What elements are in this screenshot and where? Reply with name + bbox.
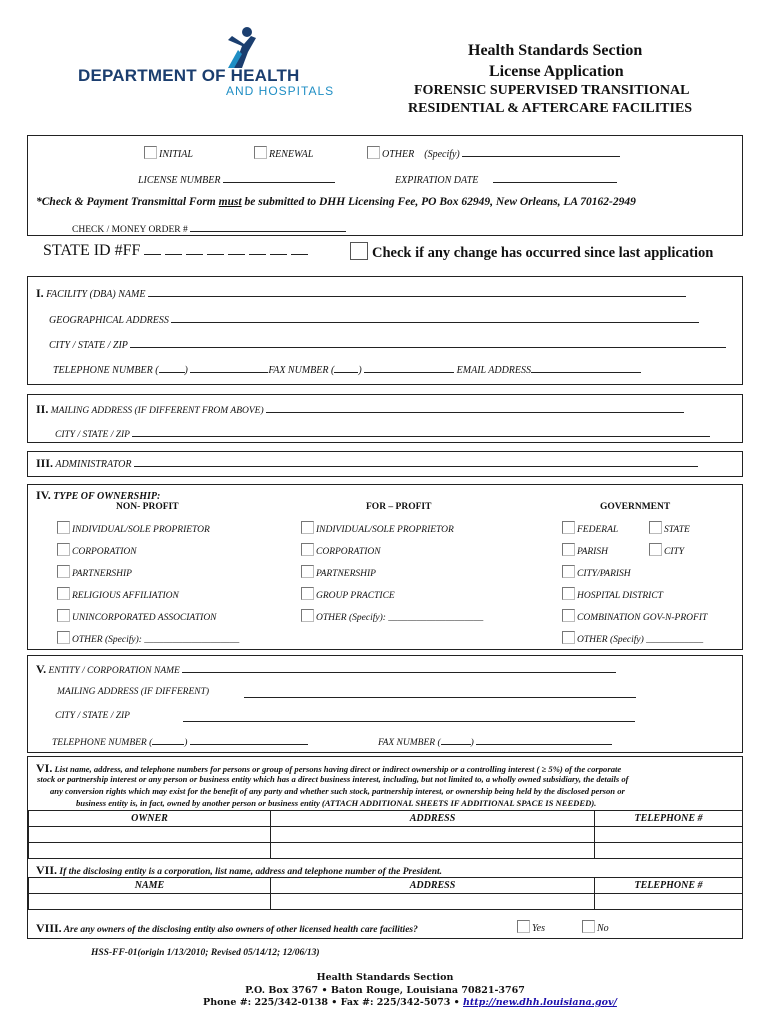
ownership-checkbox[interactable] [649, 543, 662, 556]
entity-name-field[interactable] [182, 662, 616, 673]
ownership-checkbox[interactable] [57, 543, 70, 556]
name-column-header: NAME [29, 878, 271, 894]
section-6-line-1: VI. List name, address, and telephone numbers for persons or group of persons having direct or indirect ownership or a controlling interest ( ≥ 5%) of the corporate [36, 761, 622, 775]
ownership-checkbox[interactable] [301, 565, 314, 578]
header-facility-type-2: RESIDENTIAL & AFTERCARE FACILITIES [408, 101, 693, 116]
ownership-checkbox[interactable] [57, 631, 70, 644]
ownership-option[interactable]: FEDERAL [562, 521, 618, 535]
administrator-row: III. ADMINISTRATOR [36, 456, 698, 471]
address-column-header: ADDRESS [271, 878, 595, 894]
president-table [28, 877, 743, 910]
expiration-date-row: EXPIRATION DATE [395, 172, 617, 186]
email-field[interactable] [531, 362, 641, 373]
phone-area-code-field[interactable] [159, 362, 185, 373]
entity-fax-area-code-field[interactable] [441, 734, 471, 745]
entity-fax-field[interactable] [476, 734, 612, 745]
ownership-option[interactable]: GROUP PRACTICE [301, 587, 395, 601]
state-id-digit[interactable] [228, 244, 245, 255]
ownership-option[interactable]: OTHER (Specify): ____________________ [57, 631, 239, 645]
ownership-checkbox[interactable] [301, 521, 314, 534]
ownership-checkbox[interactable] [57, 587, 70, 600]
agency-logo [78, 26, 338, 98]
no-option[interactable]: No [582, 920, 609, 934]
table-cell[interactable] [595, 843, 743, 859]
form-code: HSS-FF-01(origin 1/13/2010; Revised 05/14/12; 12/06/13) [91, 948, 320, 958]
initial-checkbox[interactable] [144, 146, 157, 159]
city-state-zip-row: CITY / STATE / ZIP [49, 337, 726, 351]
ownership-checkbox[interactable] [562, 631, 575, 644]
ownership-option[interactable]: PARISH [562, 543, 608, 557]
ownership-option[interactable]: CITY [649, 543, 684, 557]
section-8-question: VIII. Are any owners of the disclosing entity also owners of other licensed health care facilities? [36, 921, 418, 935]
ownership-checkbox[interactable] [57, 609, 70, 622]
nonprofit-header: NON- PROFIT [116, 502, 179, 512]
mailing-address-row: II. MAILING ADDRESS (IF DIFFERENT FROM ABOVE) [36, 402, 684, 417]
footer-line-1: Health Standards Section [316, 972, 454, 983]
table-row [29, 894, 743, 910]
state-id-row: STATE ID #FF [43, 242, 308, 260]
ownership-option[interactable]: RELIGIOUS AFFILIATION [57, 587, 179, 601]
table-header-row [29, 811, 743, 827]
other-option[interactable]: OTHER (Specify) [367, 146, 620, 160]
ownership-checkbox[interactable] [57, 565, 70, 578]
other-specify-field[interactable] [462, 146, 620, 157]
fax-area-code-field[interactable] [334, 362, 358, 373]
state-id-digit[interactable] [207, 244, 224, 255]
ownership-option[interactable]: CORPORATION [57, 543, 137, 557]
ownership-option[interactable]: CORPORATION [301, 543, 381, 557]
no-checkbox[interactable] [582, 920, 595, 933]
table-cell[interactable] [271, 827, 595, 843]
header-facility-type-1: FORENSIC SUPERVISED TRANSITIONAL [414, 83, 690, 98]
initial-option[interactable]: INITIAL [144, 146, 193, 160]
section-6-line-4: business entity is, in fact, owned by another person or business entity (ATTACH ADDITIONAL SHEETS IF ADDITIONAL SPACE IS NEEDED). [76, 798, 597, 808]
facility-name-row: I. FACILITY (DBA) NAME [36, 286, 686, 301]
state-id-digit[interactable] [291, 244, 308, 255]
state-id-digit[interactable] [144, 244, 161, 255]
ownership-option[interactable]: HOSPITAL DISTRICT [562, 587, 663, 601]
mailing-city-row: CITY / STATE / ZIP [55, 426, 710, 440]
facility-name-field[interactable] [148, 286, 686, 297]
state-id-digit[interactable] [186, 244, 203, 255]
state-id-digit[interactable] [270, 244, 287, 255]
entity-city-field-wrap [183, 711, 635, 725]
geographical-address-row: GEOGRAPHICAL ADDRESS [49, 312, 699, 326]
footer-line-2: P.O. Box 3767 • Baton Rouge, Louisiana 70821-3767 [245, 985, 525, 996]
table-cell[interactable] [595, 894, 743, 910]
mailing-city-field[interactable] [132, 426, 710, 437]
ownership-title: IV. TYPE OF OWNERSHIP: [36, 488, 161, 502]
ownership-option[interactable]: OTHER (Specify) ____________ [562, 631, 703, 645]
ownership-option[interactable]: INDIVIDUAL/SOLE PROPRIETOR [301, 521, 454, 535]
ownership-checkbox[interactable] [562, 609, 575, 622]
forprofit-header: FOR – PROFIT [366, 502, 432, 512]
ownership-checkbox[interactable] [57, 521, 70, 534]
header-section-name: Health Standards Section [468, 42, 643, 59]
ownership-option[interactable]: INDIVIDUAL/SOLE PROPRIETOR [57, 521, 210, 535]
table-header-row [29, 878, 743, 894]
ownership-checkbox[interactable] [562, 565, 575, 578]
ownership-option[interactable]: PARTNERSHIP [301, 565, 376, 579]
entity-mailing-row: MAILING ADDRESS (IF DIFFERENT) [57, 687, 210, 697]
telephone-field[interactable] [190, 362, 268, 373]
table-cell[interactable] [271, 843, 595, 859]
entity-city-row: CITY / STATE / ZIP [55, 711, 130, 721]
ownership-checkbox[interactable] [301, 543, 314, 556]
ownership-checkbox[interactable] [301, 587, 314, 600]
yes-option[interactable]: Yes [517, 920, 545, 934]
table-cell[interactable] [595, 827, 743, 843]
check-money-order-field[interactable] [190, 223, 346, 232]
ownership-option[interactable]: COMBINATION GOV-N-PROFIT [562, 609, 707, 623]
license-number-field[interactable] [223, 172, 335, 183]
telephone-column-header: TELEPHONE # [595, 811, 743, 827]
owner-column-header: OWNER [29, 811, 271, 827]
government-header: GOVERNMENT [600, 502, 671, 512]
section-7-text: VII. If the disclosing entity is a corporation, list name, address and telephone number of the President. [36, 863, 443, 877]
table-row [29, 827, 743, 843]
ownership-checkbox[interactable] [562, 587, 575, 600]
ownership-option[interactable]: OTHER (Specify): ____________________ [301, 609, 483, 623]
telephone-fax-email-row: TELEPHONE NUMBER ( ) FAX NUMBER ( ) EMAIL ADDRESS [53, 362, 641, 376]
mailing-address-field[interactable] [266, 402, 684, 413]
payment-note: *Check & Payment Transmittal Form must be submitted to DHH Licensing Fee, PO Box 62949, New Orleans, LA 70162-2949 [36, 196, 636, 208]
renewal-checkbox[interactable] [254, 146, 267, 159]
other-checkbox[interactable] [367, 146, 380, 159]
ownership-checkbox[interactable] [562, 543, 575, 556]
license-number-row: LICENSE NUMBER [138, 172, 335, 186]
entity-telephone-row: TELEPHONE NUMBER ( ) [52, 734, 308, 748]
ownership-checkbox[interactable] [649, 521, 662, 534]
geographical-address-field[interactable] [171, 312, 699, 323]
renewal-option[interactable]: RENEWAL [254, 146, 313, 160]
section-6-line-3: any conversion rights which may exist for the benefit of any party and whether such stock, partnership interest, or ownership being held by the disclosed person or [50, 786, 625, 796]
person-figure-icon [220, 26, 260, 70]
ownership-option[interactable]: UNINCORPORATED ASSOCIATION [57, 609, 217, 623]
ownership-option[interactable]: PARTNERSHIP [57, 565, 132, 579]
logo-text-secondary: AND HOSPITALS [226, 84, 335, 98]
entity-mailing-field-wrap [244, 687, 636, 701]
yes-checkbox[interactable] [517, 920, 530, 933]
entity-mailing-field[interactable] [244, 687, 636, 698]
telephone-column-header: TELEPHONE # [595, 878, 743, 894]
state-id-digit[interactable] [249, 244, 266, 255]
entity-fax-row: FAX NUMBER ( ) [378, 734, 612, 748]
owners-table [28, 810, 743, 859]
table-row [29, 843, 743, 859]
footer-line-3: Phone #: 225/342-0138 • Fax #: 225/342-5073 • http://new.dhh.louisiana.gov/ [203, 997, 617, 1008]
table-cell[interactable] [271, 894, 595, 910]
section-6-line-2: stock or partnership interest or any person or business entity which has a direct business interest, including, but not limited to, a wholly owned subsidiary, the details of [37, 774, 629, 784]
ownership-option[interactable]: STATE [649, 521, 690, 535]
entity-name-row: V. ENTITY / CORPORATION NAME [36, 662, 616, 677]
ownership-option[interactable]: CITY/PARISH [562, 565, 631, 579]
administrator-field[interactable] [134, 456, 698, 467]
ownership-checkbox[interactable] [562, 521, 575, 534]
entity-phone-area-code-field[interactable] [152, 734, 184, 745]
fax-field[interactable] [364, 362, 454, 373]
address-column-header: ADDRESS [271, 811, 595, 827]
change-occurred-option[interactable]: Check if any change has occurred since last application [350, 242, 713, 262]
change-occurred-checkbox[interactable] [350, 242, 368, 260]
website-link[interactable]: http://new.dhh.louisiana.gov/ [463, 997, 617, 1008]
table-cell[interactable] [29, 843, 271, 859]
table-cell[interactable] [29, 894, 271, 910]
entity-telephone-field[interactable] [190, 734, 308, 745]
header-form-title: License Application [489, 63, 624, 80]
city-state-zip-field[interactable] [130, 337, 726, 348]
check-money-order-row: CHECK / MONEY ORDER # [72, 223, 346, 235]
entity-city-field[interactable] [183, 711, 635, 722]
logo-text-primary: DEPARTMENT OF HEALTH [78, 66, 300, 85]
state-id-digit[interactable] [165, 244, 182, 255]
table-cell[interactable] [29, 827, 271, 843]
expiration-date-field[interactable] [493, 172, 617, 183]
ownership-checkbox[interactable] [301, 609, 314, 622]
